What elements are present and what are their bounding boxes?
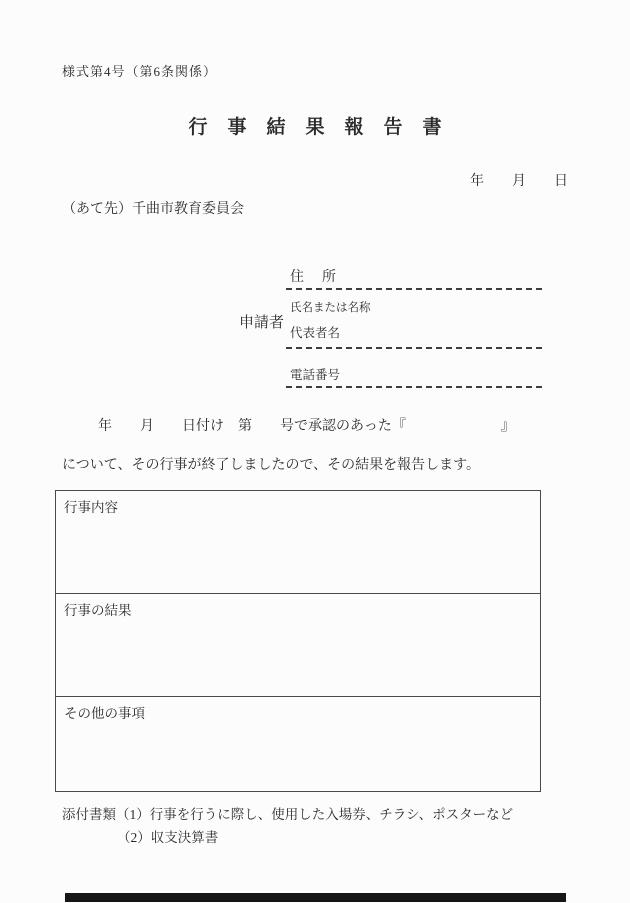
address-label: 住 所 (290, 270, 338, 285)
address-fill-line (286, 288, 542, 290)
name-fill-line (286, 347, 542, 349)
name-label: 氏名または名称 (290, 302, 371, 314)
page-title: 行事結果報告書 (188, 117, 462, 138)
row-label-event-result: 行事の結果 (64, 603, 132, 618)
report-table (55, 490, 541, 792)
addressee: （あて先）千曲市教育委員会 (62, 202, 244, 217)
row-label-other-matters: その他の事項 (64, 706, 145, 721)
table-row-event-result (56, 594, 541, 697)
approval-text: 年 月 日付け 第 号で承認のあった『 (98, 419, 406, 434)
table-row-event-content (56, 491, 541, 594)
approval-close-bracket: 』 (500, 419, 515, 434)
attachment-line-2: （2）収支決算書 (117, 830, 219, 845)
phone-fill-line (286, 386, 542, 388)
date-line: 年 月 日 (470, 174, 568, 189)
table-row-other-matters (56, 697, 541, 792)
form-number: 様式第4号（第6条関係） (62, 64, 218, 79)
report-statement: について、その行事が終了しましたので、その結果を報告します。 (62, 458, 481, 473)
representative-label: 代表者名 (290, 326, 341, 340)
row-label-event-content: 行事内容 (64, 500, 118, 515)
approval-line (98, 415, 515, 435)
scan-edge-artifact (65, 893, 566, 902)
applicant-label: 申請者 (239, 315, 285, 331)
attachment-line-1: 添付書類（1）行事を行うに際し、使用した入場券、チラシ、ポスターなど (62, 807, 514, 822)
phone-label: 電話番号 (290, 368, 341, 382)
